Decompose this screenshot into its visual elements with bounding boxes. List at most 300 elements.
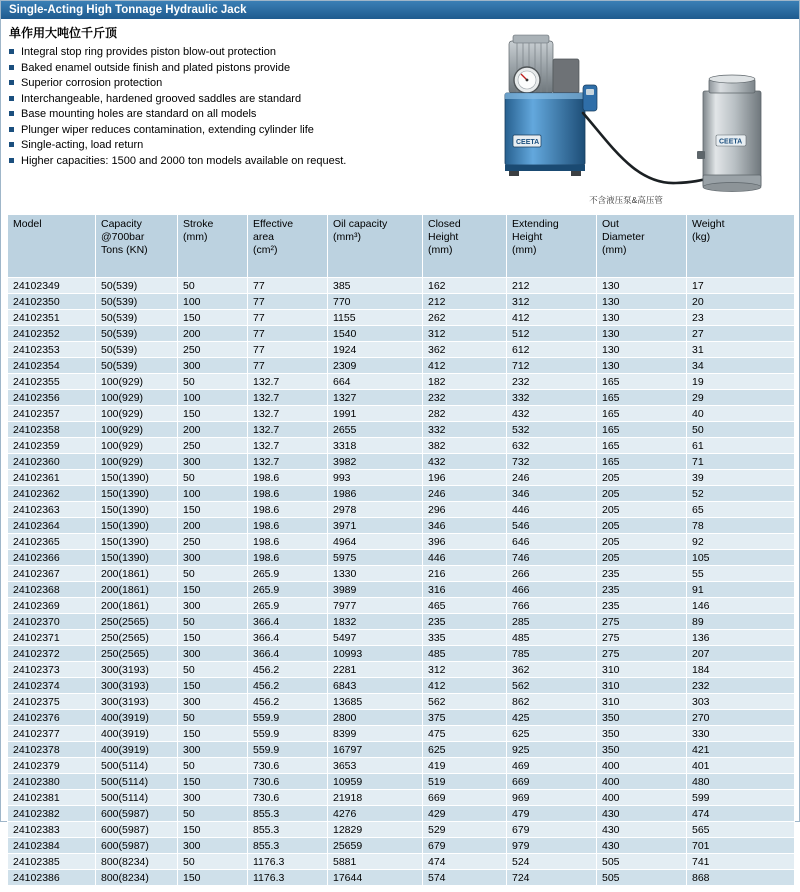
cell-weight: 65 bbox=[687, 502, 795, 518]
cell-capacity: 500(5114) bbox=[96, 774, 178, 790]
cell-weight: 599 bbox=[687, 790, 795, 806]
cell-weight: 31 bbox=[687, 342, 795, 358]
cell-oil-capacity: 770 bbox=[328, 294, 423, 310]
table-header-row bbox=[8, 215, 795, 278]
cell-effective-area: 77 bbox=[248, 310, 328, 326]
cell-weight: 330 bbox=[687, 726, 795, 742]
cell-capacity: 800(8234) bbox=[96, 870, 178, 886]
cell-model: 24102375 bbox=[8, 694, 96, 710]
cell-extending-height: 512 bbox=[507, 326, 597, 342]
cell-effective-area: 132.7 bbox=[248, 454, 328, 470]
cell-model: 24102372 bbox=[8, 646, 96, 662]
cell-model: 24102351 bbox=[8, 310, 96, 326]
feature-item: Interchangeable, hardened grooved saddles are standard bbox=[9, 93, 479, 105]
cell-closed-height: 246 bbox=[423, 486, 507, 502]
cell-extending-height: 612 bbox=[507, 342, 597, 358]
hydraulic-cylinder bbox=[697, 75, 761, 192]
hydraulic-pump-unit bbox=[505, 35, 597, 176]
cell-extending-height: 546 bbox=[507, 518, 597, 534]
cell-extending-height: 446 bbox=[507, 502, 597, 518]
cell-extending-height: 485 bbox=[507, 630, 597, 646]
cell-out-diameter: 275 bbox=[597, 630, 687, 646]
cell-out-diameter: 205 bbox=[597, 518, 687, 534]
cell-stroke: 100 bbox=[178, 390, 248, 406]
cell-oil-capacity: 5497 bbox=[328, 630, 423, 646]
cell-out-diameter: 430 bbox=[597, 822, 687, 838]
cell-capacity: 600(5987) bbox=[96, 838, 178, 854]
cell-extending-height: 285 bbox=[507, 614, 597, 630]
cell-out-diameter: 235 bbox=[597, 582, 687, 598]
cell-closed-height: 332 bbox=[423, 422, 507, 438]
cell-stroke: 300 bbox=[178, 646, 248, 662]
cell-out-diameter: 165 bbox=[597, 406, 687, 422]
cell-closed-height: 362 bbox=[423, 342, 507, 358]
cell-oil-capacity: 1540 bbox=[328, 326, 423, 342]
cell-out-diameter: 205 bbox=[597, 534, 687, 550]
cell-model: 24102373 bbox=[8, 662, 96, 678]
cell-oil-capacity: 8399 bbox=[328, 726, 423, 742]
cell-capacity: 500(5114) bbox=[96, 758, 178, 774]
cell-extending-height: 724 bbox=[507, 870, 597, 886]
cell-model: 24102386 bbox=[8, 870, 96, 886]
cell-closed-height: 412 bbox=[423, 678, 507, 694]
product-header bbox=[1, 19, 799, 214]
cell-out-diameter: 205 bbox=[597, 550, 687, 566]
cell-weight: 421 bbox=[687, 742, 795, 758]
table-row bbox=[8, 822, 795, 838]
cell-effective-area: 132.7 bbox=[248, 406, 328, 422]
cell-model: 24102356 bbox=[8, 390, 96, 406]
cell-out-diameter: 130 bbox=[597, 278, 687, 294]
cell-capacity: 300(3193) bbox=[96, 694, 178, 710]
cell-weight: 52 bbox=[687, 486, 795, 502]
cell-closed-height: 235 bbox=[423, 614, 507, 630]
cell-capacity: 150(1390) bbox=[96, 502, 178, 518]
cell-out-diameter: 350 bbox=[597, 726, 687, 742]
cell-closed-height: 679 bbox=[423, 838, 507, 854]
cell-capacity: 100(929) bbox=[96, 454, 178, 470]
cell-model: 24102353 bbox=[8, 342, 96, 358]
feature-item: Plunger wiper reduces contamination, extending cylinder life bbox=[9, 124, 479, 136]
cell-effective-area: 366.4 bbox=[248, 630, 328, 646]
cell-stroke: 50 bbox=[178, 278, 248, 294]
cell-model: 24102370 bbox=[8, 614, 96, 630]
cell-effective-area: 456.2 bbox=[248, 662, 328, 678]
cell-closed-height: 625 bbox=[423, 742, 507, 758]
cell-effective-area: 559.9 bbox=[248, 726, 328, 742]
cell-closed-height: 346 bbox=[423, 518, 507, 534]
product-photo-caption: 不含液压泵&高压管 bbox=[589, 195, 663, 205]
cell-extending-height: 669 bbox=[507, 774, 597, 790]
cell-oil-capacity: 2309 bbox=[328, 358, 423, 374]
cell-model: 24102359 bbox=[8, 438, 96, 454]
cell-extending-height: 632 bbox=[507, 438, 597, 454]
cell-oil-capacity: 21918 bbox=[328, 790, 423, 806]
cell-stroke: 200 bbox=[178, 518, 248, 534]
cell-closed-height: 574 bbox=[423, 870, 507, 886]
cell-closed-height: 432 bbox=[423, 454, 507, 470]
cell-capacity: 400(3919) bbox=[96, 742, 178, 758]
cell-stroke: 50 bbox=[178, 806, 248, 822]
feature-item: Base mounting holes are standard on all models bbox=[9, 108, 479, 120]
cell-stroke: 150 bbox=[178, 406, 248, 422]
table-row bbox=[8, 726, 795, 742]
cell-model: 24102368 bbox=[8, 582, 96, 598]
column-header-extending-height: Extending Height (mm) bbox=[507, 215, 597, 278]
cell-oil-capacity: 2800 bbox=[328, 710, 423, 726]
cell-effective-area: 855.3 bbox=[248, 822, 328, 838]
cell-closed-height: 196 bbox=[423, 470, 507, 486]
cell-capacity: 200(1861) bbox=[96, 582, 178, 598]
cell-effective-area: 1176.3 bbox=[248, 870, 328, 886]
cell-stroke: 200 bbox=[178, 326, 248, 342]
cell-effective-area: 77 bbox=[248, 294, 328, 310]
cell-model: 24102365 bbox=[8, 534, 96, 550]
cell-model: 24102384 bbox=[8, 838, 96, 854]
cell-stroke: 50 bbox=[178, 374, 248, 390]
table-row bbox=[8, 374, 795, 390]
table-row bbox=[8, 854, 795, 870]
cell-closed-height: 519 bbox=[423, 774, 507, 790]
table-row bbox=[8, 550, 795, 566]
cell-oil-capacity: 993 bbox=[328, 470, 423, 486]
cell-model: 24102349 bbox=[8, 278, 96, 294]
cell-closed-height: 162 bbox=[423, 278, 507, 294]
cell-oil-capacity: 1832 bbox=[328, 614, 423, 630]
feature-item: Integral stop ring provides piston blow-out protection bbox=[9, 46, 479, 58]
cell-stroke: 50 bbox=[178, 614, 248, 630]
cell-stroke: 100 bbox=[178, 294, 248, 310]
cell-out-diameter: 165 bbox=[597, 454, 687, 470]
cell-capacity: 50(539) bbox=[96, 358, 178, 374]
table-row bbox=[8, 294, 795, 310]
cell-effective-area: 77 bbox=[248, 358, 328, 374]
cell-extending-height: 312 bbox=[507, 294, 597, 310]
cell-capacity: 150(1390) bbox=[96, 486, 178, 502]
cell-stroke: 300 bbox=[178, 742, 248, 758]
cell-model: 24102350 bbox=[8, 294, 96, 310]
cell-oil-capacity: 16797 bbox=[328, 742, 423, 758]
column-header-model: Model bbox=[8, 215, 96, 278]
cell-closed-height: 262 bbox=[423, 310, 507, 326]
cell-extending-height: 562 bbox=[507, 678, 597, 694]
table-row bbox=[8, 502, 795, 518]
column-header-stroke: Stroke (mm) bbox=[178, 215, 248, 278]
cell-out-diameter: 130 bbox=[597, 310, 687, 326]
cell-stroke: 150 bbox=[178, 870, 248, 886]
product-illustration bbox=[461, 25, 791, 210]
cell-extending-height: 625 bbox=[507, 726, 597, 742]
cell-extending-height: 362 bbox=[507, 662, 597, 678]
page-title: Single-Acting High Tonnage Hydraulic Jack bbox=[9, 4, 247, 16]
table-row bbox=[8, 790, 795, 806]
cell-extending-height: 732 bbox=[507, 454, 597, 470]
cell-oil-capacity: 10993 bbox=[328, 646, 423, 662]
cell-weight: 184 bbox=[687, 662, 795, 678]
cell-oil-capacity: 1327 bbox=[328, 390, 423, 406]
cell-capacity: 300(3193) bbox=[96, 678, 178, 694]
cell-out-diameter: 165 bbox=[597, 374, 687, 390]
cell-oil-capacity: 12829 bbox=[328, 822, 423, 838]
cell-stroke: 50 bbox=[178, 662, 248, 678]
cell-stroke: 300 bbox=[178, 694, 248, 710]
cell-out-diameter: 130 bbox=[597, 294, 687, 310]
table-row bbox=[8, 470, 795, 486]
cell-out-diameter: 310 bbox=[597, 662, 687, 678]
table-row bbox=[8, 678, 795, 694]
cell-extending-height: 532 bbox=[507, 422, 597, 438]
feature-item: Single-acting, load return bbox=[9, 139, 479, 151]
cell-oil-capacity: 4964 bbox=[328, 534, 423, 550]
cell-out-diameter: 235 bbox=[597, 598, 687, 614]
cell-stroke: 100 bbox=[178, 486, 248, 502]
cell-closed-height: 232 bbox=[423, 390, 507, 406]
cell-weight: 207 bbox=[687, 646, 795, 662]
cell-out-diameter: 130 bbox=[597, 342, 687, 358]
cell-stroke: 150 bbox=[178, 726, 248, 742]
cell-model: 24102374 bbox=[8, 678, 96, 694]
cell-effective-area: 132.7 bbox=[248, 390, 328, 406]
table-row bbox=[8, 438, 795, 454]
cell-out-diameter: 165 bbox=[597, 390, 687, 406]
cell-model: 24102377 bbox=[8, 726, 96, 742]
cell-out-diameter: 430 bbox=[597, 806, 687, 822]
cell-out-diameter: 235 bbox=[597, 566, 687, 582]
cell-out-diameter: 505 bbox=[597, 870, 687, 886]
column-header-oil-capacity: Oil capacity (mm³) bbox=[328, 215, 423, 278]
cell-closed-height: 335 bbox=[423, 630, 507, 646]
cell-effective-area: 132.7 bbox=[248, 438, 328, 454]
cell-out-diameter: 205 bbox=[597, 502, 687, 518]
cell-weight: 17 bbox=[687, 278, 795, 294]
cell-model: 24102376 bbox=[8, 710, 96, 726]
cell-extending-height: 332 bbox=[507, 390, 597, 406]
cell-weight: 91 bbox=[687, 582, 795, 598]
cell-capacity: 800(8234) bbox=[96, 854, 178, 870]
cell-stroke: 250 bbox=[178, 342, 248, 358]
cell-extending-height: 466 bbox=[507, 582, 597, 598]
table-row bbox=[8, 422, 795, 438]
cell-weight: 701 bbox=[687, 838, 795, 854]
cylinder-brand-label: CEETA bbox=[719, 138, 743, 146]
cell-stroke: 250 bbox=[178, 534, 248, 550]
cell-oil-capacity: 5975 bbox=[328, 550, 423, 566]
cell-weight: 39 bbox=[687, 470, 795, 486]
specifications-table-wrap bbox=[1, 214, 799, 892]
cell-closed-height: 412 bbox=[423, 358, 507, 374]
cell-out-diameter: 400 bbox=[597, 758, 687, 774]
cell-extending-height: 862 bbox=[507, 694, 597, 710]
cell-effective-area: 77 bbox=[248, 326, 328, 342]
table-row bbox=[8, 774, 795, 790]
cell-oil-capacity: 5881 bbox=[328, 854, 423, 870]
cell-stroke: 150 bbox=[178, 822, 248, 838]
table-row bbox=[8, 614, 795, 630]
cell-weight: 303 bbox=[687, 694, 795, 710]
cell-effective-area: 198.6 bbox=[248, 502, 328, 518]
cell-oil-capacity: 4276 bbox=[328, 806, 423, 822]
cell-model: 24102361 bbox=[8, 470, 96, 486]
table-row bbox=[8, 694, 795, 710]
cell-stroke: 300 bbox=[178, 454, 248, 470]
cell-oil-capacity: 1155 bbox=[328, 310, 423, 326]
cell-model: 24102381 bbox=[8, 790, 96, 806]
cell-model: 24102358 bbox=[8, 422, 96, 438]
page-title-bar bbox=[1, 1, 799, 19]
cell-model: 24102382 bbox=[8, 806, 96, 822]
table-row bbox=[8, 710, 795, 726]
cell-capacity: 400(3919) bbox=[96, 710, 178, 726]
cell-stroke: 300 bbox=[178, 550, 248, 566]
cell-oil-capacity: 3982 bbox=[328, 454, 423, 470]
cell-weight: 480 bbox=[687, 774, 795, 790]
table-row bbox=[8, 870, 795, 886]
cell-oil-capacity: 2655 bbox=[328, 422, 423, 438]
cell-weight: 146 bbox=[687, 598, 795, 614]
table-row bbox=[8, 326, 795, 342]
cell-extending-height: 212 bbox=[507, 278, 597, 294]
table-body bbox=[8, 278, 795, 886]
cell-effective-area: 265.9 bbox=[248, 598, 328, 614]
cell-extending-height: 432 bbox=[507, 406, 597, 422]
cell-stroke: 150 bbox=[178, 310, 248, 326]
cell-oil-capacity: 3989 bbox=[328, 582, 423, 598]
cell-effective-area: 855.3 bbox=[248, 806, 328, 822]
cell-extending-height: 969 bbox=[507, 790, 597, 806]
cell-stroke: 150 bbox=[178, 502, 248, 518]
cell-weight: 565 bbox=[687, 822, 795, 838]
cell-weight: 136 bbox=[687, 630, 795, 646]
cell-model: 24102360 bbox=[8, 454, 96, 470]
cell-stroke: 150 bbox=[178, 582, 248, 598]
cell-capacity: 50(539) bbox=[96, 310, 178, 326]
product-photo bbox=[461, 25, 791, 210]
cell-weight: 741 bbox=[687, 854, 795, 870]
cell-oil-capacity: 6843 bbox=[328, 678, 423, 694]
table-row bbox=[8, 406, 795, 422]
cell-out-diameter: 275 bbox=[597, 614, 687, 630]
cell-effective-area: 265.9 bbox=[248, 582, 328, 598]
cell-weight: 401 bbox=[687, 758, 795, 774]
cell-stroke: 150 bbox=[178, 774, 248, 790]
cell-effective-area: 730.6 bbox=[248, 790, 328, 806]
cell-oil-capacity: 3318 bbox=[328, 438, 423, 454]
cell-weight: 868 bbox=[687, 870, 795, 886]
cell-out-diameter: 130 bbox=[597, 358, 687, 374]
cell-stroke: 150 bbox=[178, 630, 248, 646]
cell-oil-capacity: 1924 bbox=[328, 342, 423, 358]
cell-weight: 78 bbox=[687, 518, 795, 534]
cell-out-diameter: 400 bbox=[597, 774, 687, 790]
cell-closed-height: 429 bbox=[423, 806, 507, 822]
cell-weight: 40 bbox=[687, 406, 795, 422]
cell-oil-capacity: 25659 bbox=[328, 838, 423, 854]
cell-model: 24102378 bbox=[8, 742, 96, 758]
cell-out-diameter: 505 bbox=[597, 854, 687, 870]
cell-effective-area: 456.2 bbox=[248, 694, 328, 710]
table-row bbox=[8, 806, 795, 822]
table-row bbox=[8, 358, 795, 374]
table-row bbox=[8, 582, 795, 598]
cell-closed-height: 485 bbox=[423, 646, 507, 662]
table-row bbox=[8, 454, 795, 470]
cell-extending-height: 646 bbox=[507, 534, 597, 550]
cell-capacity: 150(1390) bbox=[96, 550, 178, 566]
cell-weight: 232 bbox=[687, 678, 795, 694]
feature-item: Superior corrosion protection bbox=[9, 77, 479, 89]
cell-extending-height: 246 bbox=[507, 470, 597, 486]
cell-weight: 71 bbox=[687, 454, 795, 470]
cell-oil-capacity: 13685 bbox=[328, 694, 423, 710]
column-header-capacity: Capacity @700bar Tons (KN) bbox=[96, 215, 178, 278]
cell-closed-height: 375 bbox=[423, 710, 507, 726]
cell-out-diameter: 130 bbox=[597, 326, 687, 342]
cell-extending-height: 925 bbox=[507, 742, 597, 758]
cell-effective-area: 198.6 bbox=[248, 534, 328, 550]
cell-weight: 89 bbox=[687, 614, 795, 630]
cell-model: 24102366 bbox=[8, 550, 96, 566]
cell-model: 24102383 bbox=[8, 822, 96, 838]
cell-weight: 474 bbox=[687, 806, 795, 822]
cell-stroke: 150 bbox=[178, 678, 248, 694]
table-row bbox=[8, 598, 795, 614]
cell-capacity: 150(1390) bbox=[96, 534, 178, 550]
cell-out-diameter: 165 bbox=[597, 422, 687, 438]
cell-closed-height: 446 bbox=[423, 550, 507, 566]
cell-closed-height: 182 bbox=[423, 374, 507, 390]
cell-capacity: 100(929) bbox=[96, 422, 178, 438]
cell-stroke: 250 bbox=[178, 438, 248, 454]
table-row bbox=[8, 646, 795, 662]
cell-weight: 23 bbox=[687, 310, 795, 326]
cell-capacity: 250(2565) bbox=[96, 646, 178, 662]
cell-out-diameter: 350 bbox=[597, 742, 687, 758]
cell-effective-area: 456.2 bbox=[248, 678, 328, 694]
cell-out-diameter: 310 bbox=[597, 694, 687, 710]
cell-capacity: 500(5114) bbox=[96, 790, 178, 806]
cell-stroke: 50 bbox=[178, 758, 248, 774]
column-header-weight: Weight (kg) bbox=[687, 215, 795, 278]
cell-out-diameter: 165 bbox=[597, 438, 687, 454]
column-header-closed-height: Closed Height (mm) bbox=[423, 215, 507, 278]
cell-capacity: 300(3193) bbox=[96, 662, 178, 678]
cell-weight: 270 bbox=[687, 710, 795, 726]
cell-capacity: 50(539) bbox=[96, 326, 178, 342]
cell-closed-height: 382 bbox=[423, 438, 507, 454]
cell-oil-capacity: 385 bbox=[328, 278, 423, 294]
cell-model: 24102367 bbox=[8, 566, 96, 582]
specifications-table bbox=[7, 214, 795, 886]
table-row bbox=[8, 662, 795, 678]
cell-closed-height: 316 bbox=[423, 582, 507, 598]
cell-capacity: 50(539) bbox=[96, 342, 178, 358]
cell-oil-capacity: 2281 bbox=[328, 662, 423, 678]
cell-capacity: 50(539) bbox=[96, 294, 178, 310]
cell-weight: 34 bbox=[687, 358, 795, 374]
cell-oil-capacity: 3653 bbox=[328, 758, 423, 774]
table-row bbox=[8, 486, 795, 502]
table-row bbox=[8, 742, 795, 758]
cell-extending-height: 346 bbox=[507, 486, 597, 502]
cell-capacity: 100(929) bbox=[96, 374, 178, 390]
cell-stroke: 300 bbox=[178, 790, 248, 806]
cell-oil-capacity: 1330 bbox=[328, 566, 423, 582]
cell-effective-area: 559.9 bbox=[248, 742, 328, 758]
cell-model: 24102379 bbox=[8, 758, 96, 774]
cell-model: 24102352 bbox=[8, 326, 96, 342]
cell-effective-area: 198.6 bbox=[248, 518, 328, 534]
product-subtitle-chinese: 单作用大吨位千斤顶 bbox=[9, 26, 118, 40]
